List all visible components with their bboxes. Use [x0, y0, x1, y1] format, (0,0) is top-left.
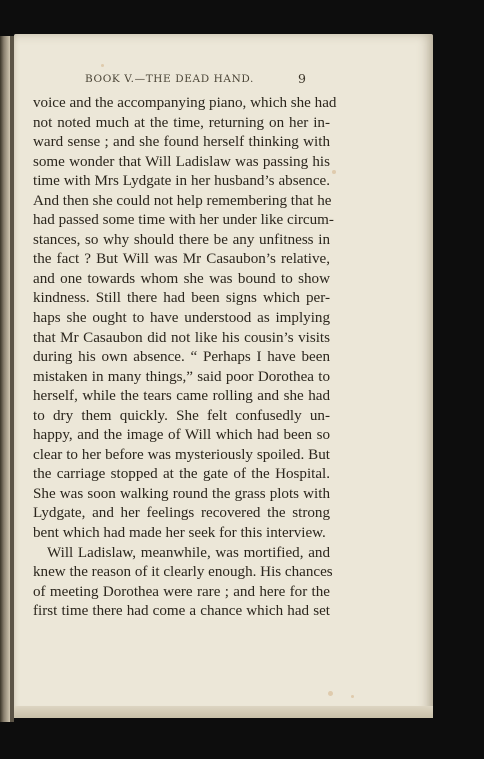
text-line: herself, while the tears came rolling and she had — [33, 388, 330, 405]
text-line: mistaken in many things,” said poor Dorothea to — [33, 368, 330, 385]
text-line: happy, and the image of Will which had been so — [33, 427, 330, 444]
text-line: voice and the accompanying piano, which she had — [33, 95, 337, 111]
running-head: BOOK V.—THE DEAD HAND. — [85, 73, 254, 85]
paragraph-1 — [33, 94, 337, 544]
text-line: of meeting Dorothea were rare ; and here for the — [33, 583, 330, 600]
text-line: Lydgate, and her feelings recovered the strong — [33, 505, 330, 522]
text-line: during his own absence. “ Perhaps I have been — [33, 349, 330, 366]
text-line: had passed some time with her under like circum- — [33, 212, 334, 229]
text-line: and one towards whom she was bound to show — [33, 270, 330, 287]
text-line: some wonder that Will Ladislaw was passing his — [33, 153, 330, 170]
text-line: haps she ought to have understood as implying — [33, 310, 330, 327]
text-line: not noted much at the time, returning on her in- — [33, 114, 330, 131]
text-line: that Mr Casaubon did not like his cousin’s visits — [33, 329, 330, 346]
text-line: ward sense ; and she found herself thinking with — [33, 134, 330, 151]
body-text — [33, 94, 337, 622]
text-line: clear to her before was mysteriously spoiled. But — [33, 446, 330, 463]
paragraph-2 — [33, 544, 333, 622]
facing-page-edge — [0, 36, 10, 722]
text-line: to dry them quickly. She felt confusedly un- — [33, 407, 330, 424]
text-line: Will Ladislaw, meanwhile, was mortified, and — [47, 544, 330, 561]
text-line: And then she could not help remembering that he — [33, 192, 332, 209]
text-line: the fact ? But Will was Mr Casaubon’s relative, — [33, 251, 330, 268]
text-line: bent which had made her seek for this interview. — [33, 525, 326, 542]
text-line: the carriage stopped at the gate of the Hospital. — [33, 466, 330, 483]
page-number: 9 — [298, 71, 306, 86]
foxing-spot — [101, 64, 104, 67]
foxing-spot — [351, 695, 354, 698]
text-line: kindness. Still there had been signs which per- — [33, 290, 330, 307]
text-line: time with Mrs Lydgate in her husband’s absence. — [33, 173, 330, 190]
foxing-spot — [328, 691, 333, 696]
page-bottom-edge — [14, 706, 433, 718]
text-line: knew the reason of it clearly enough. His chances — [33, 564, 333, 581]
foxing-spot — [332, 170, 336, 174]
text-line: stances, so why should there be any unfitness in — [33, 231, 330, 248]
text-line: She was soon walking round the grass plots with — [33, 485, 330, 502]
text-line: first time there had come a chance which had set — [33, 603, 330, 620]
